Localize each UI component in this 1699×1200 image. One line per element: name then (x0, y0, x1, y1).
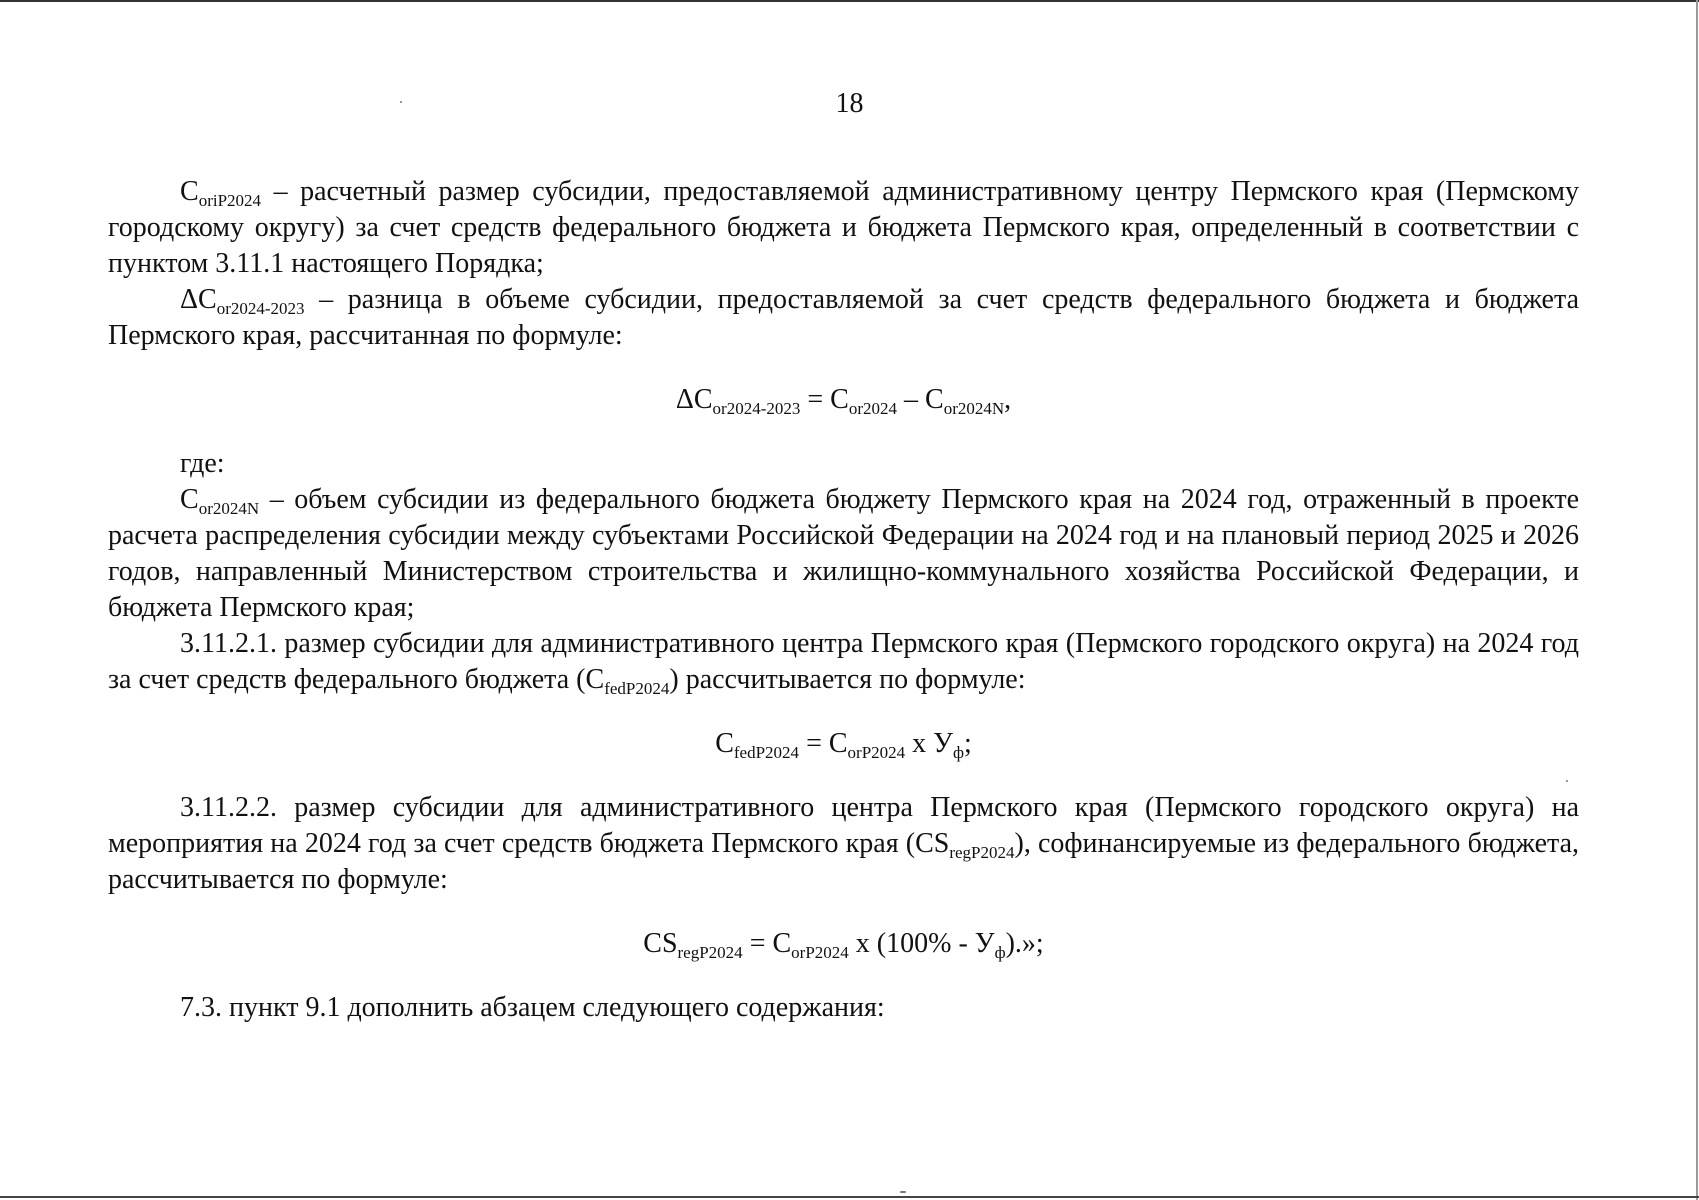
formula-subscript: or2024-2023 (712, 398, 801, 418)
paragraph-7-3: 7.3. пункт 9.1 дополнить абзацем следующего содержания: (180, 992, 885, 1023)
paragraph-text: ), софинансируемые из федерального бюджета, рассчитывается по формуле: (108, 828, 1579, 895)
paragraph-3-11-2-2 (108, 790, 1579, 898)
symbol-subscript: fedP2024 (604, 678, 670, 698)
paragraph-text: 3.11.2.1. размер субсидии для административного центра Пермского края (Пермского городского округа) на 2024 год за счет средств федерального бюджета ( (108, 628, 1579, 695)
symbol-subscript: or2024N (198, 498, 260, 518)
page-number: 18 (835, 88, 864, 119)
paragraph-3-11-2-1 (108, 626, 1579, 698)
paragraph-text: – объем субсидии из федерального бюджета бюджету Пермского края на 2024 год, отраженный в проекте расчета распределения субсидии между субъектами Российской Федерации на 2024 год и на плановый период 2025 и 2026 годов, направленный Министерством строительства и жилищно-коммунального хозяйства Российской Федерации, и бюджета Пермского края; (108, 484, 1579, 623)
formula-subscript: fedP2024 (733, 742, 800, 762)
formula-operator: = (800, 384, 831, 415)
symbol-subscript: regP2024 (949, 842, 1015, 862)
document-body (108, 174, 1579, 1026)
formula-term: C (925, 384, 944, 415)
scan-edge-right (1696, 0, 1698, 1200)
symbol: CS (915, 828, 950, 859)
formula-subscript: ф (994, 942, 1006, 962)
formula-subscript: or2024N (943, 398, 1005, 418)
formula-subscript: orP2024 (791, 942, 849, 962)
formula-subscript: regP2024 (677, 942, 743, 962)
paragraph-text: – расчетный размер субсидии, предоставляемой административному центру Пермского края (Пермскому городскому округу) за счет средств федерального бюджета и бюджета Пермского края, определенный в соответствии с пунктом 3.11.1 настоящего Порядка; (108, 176, 1579, 279)
scan-edge-top (0, 0, 1699, 2)
formula-operator: = (799, 728, 829, 759)
symbol-subscript: or2024-2023 (216, 298, 305, 318)
symbol: C (180, 176, 199, 207)
paragraph-where: где: (180, 448, 225, 479)
symbol-subscript: oriP2024 (198, 190, 262, 210)
symbol: C (180, 484, 199, 515)
formula-operator: = (742, 928, 773, 959)
formula-term: C (772, 928, 792, 959)
paragraph-text: ) рассчитывается по формуле: (669, 664, 1026, 695)
formula-operator: – (897, 384, 926, 415)
formula-term: x (100% - У (848, 928, 995, 959)
formula-subscript: orP2024 (847, 742, 906, 762)
paragraph-c-orip2024 (108, 174, 1579, 282)
formula-term: ΔC (675, 384, 713, 415)
paragraph-delta-c (108, 282, 1579, 354)
formula-term: C (715, 728, 734, 759)
formula-term: C (828, 728, 848, 759)
paragraph-text: – разница в объеме субсидии, предоставляемой за счет средств федерального бюджета и бюджета Пермского края, рассчитанная по формуле: (108, 284, 1579, 351)
formula-c-fed (108, 726, 1579, 762)
formula-punct: ; (964, 728, 972, 759)
symbol: C (585, 664, 605, 695)
formula-term: CS (643, 928, 678, 959)
symbol: ΔC (180, 284, 217, 315)
paragraph-text: 3.11.2.2. размер субсидии для административного центра Пермского края (Пермского городского округа) на мероприятия на 2024 год за счет средств бюджета Пермского края ( (108, 792, 1579, 859)
formula-punct: , (1004, 384, 1012, 415)
formula-term: C (830, 384, 849, 415)
scan-edge-bottom (0, 1196, 1699, 1198)
formula-term: x У (905, 728, 953, 759)
formula-delta-c (108, 382, 1579, 418)
formula-punct: ).»; (1005, 928, 1044, 959)
paragraph-c-or2024n (108, 482, 1579, 626)
formula-subscript: or2024 (848, 398, 898, 418)
formula-subscript: ф (953, 742, 965, 762)
scan-speck (900, 1191, 906, 1193)
formula-cs-reg (108, 926, 1579, 962)
